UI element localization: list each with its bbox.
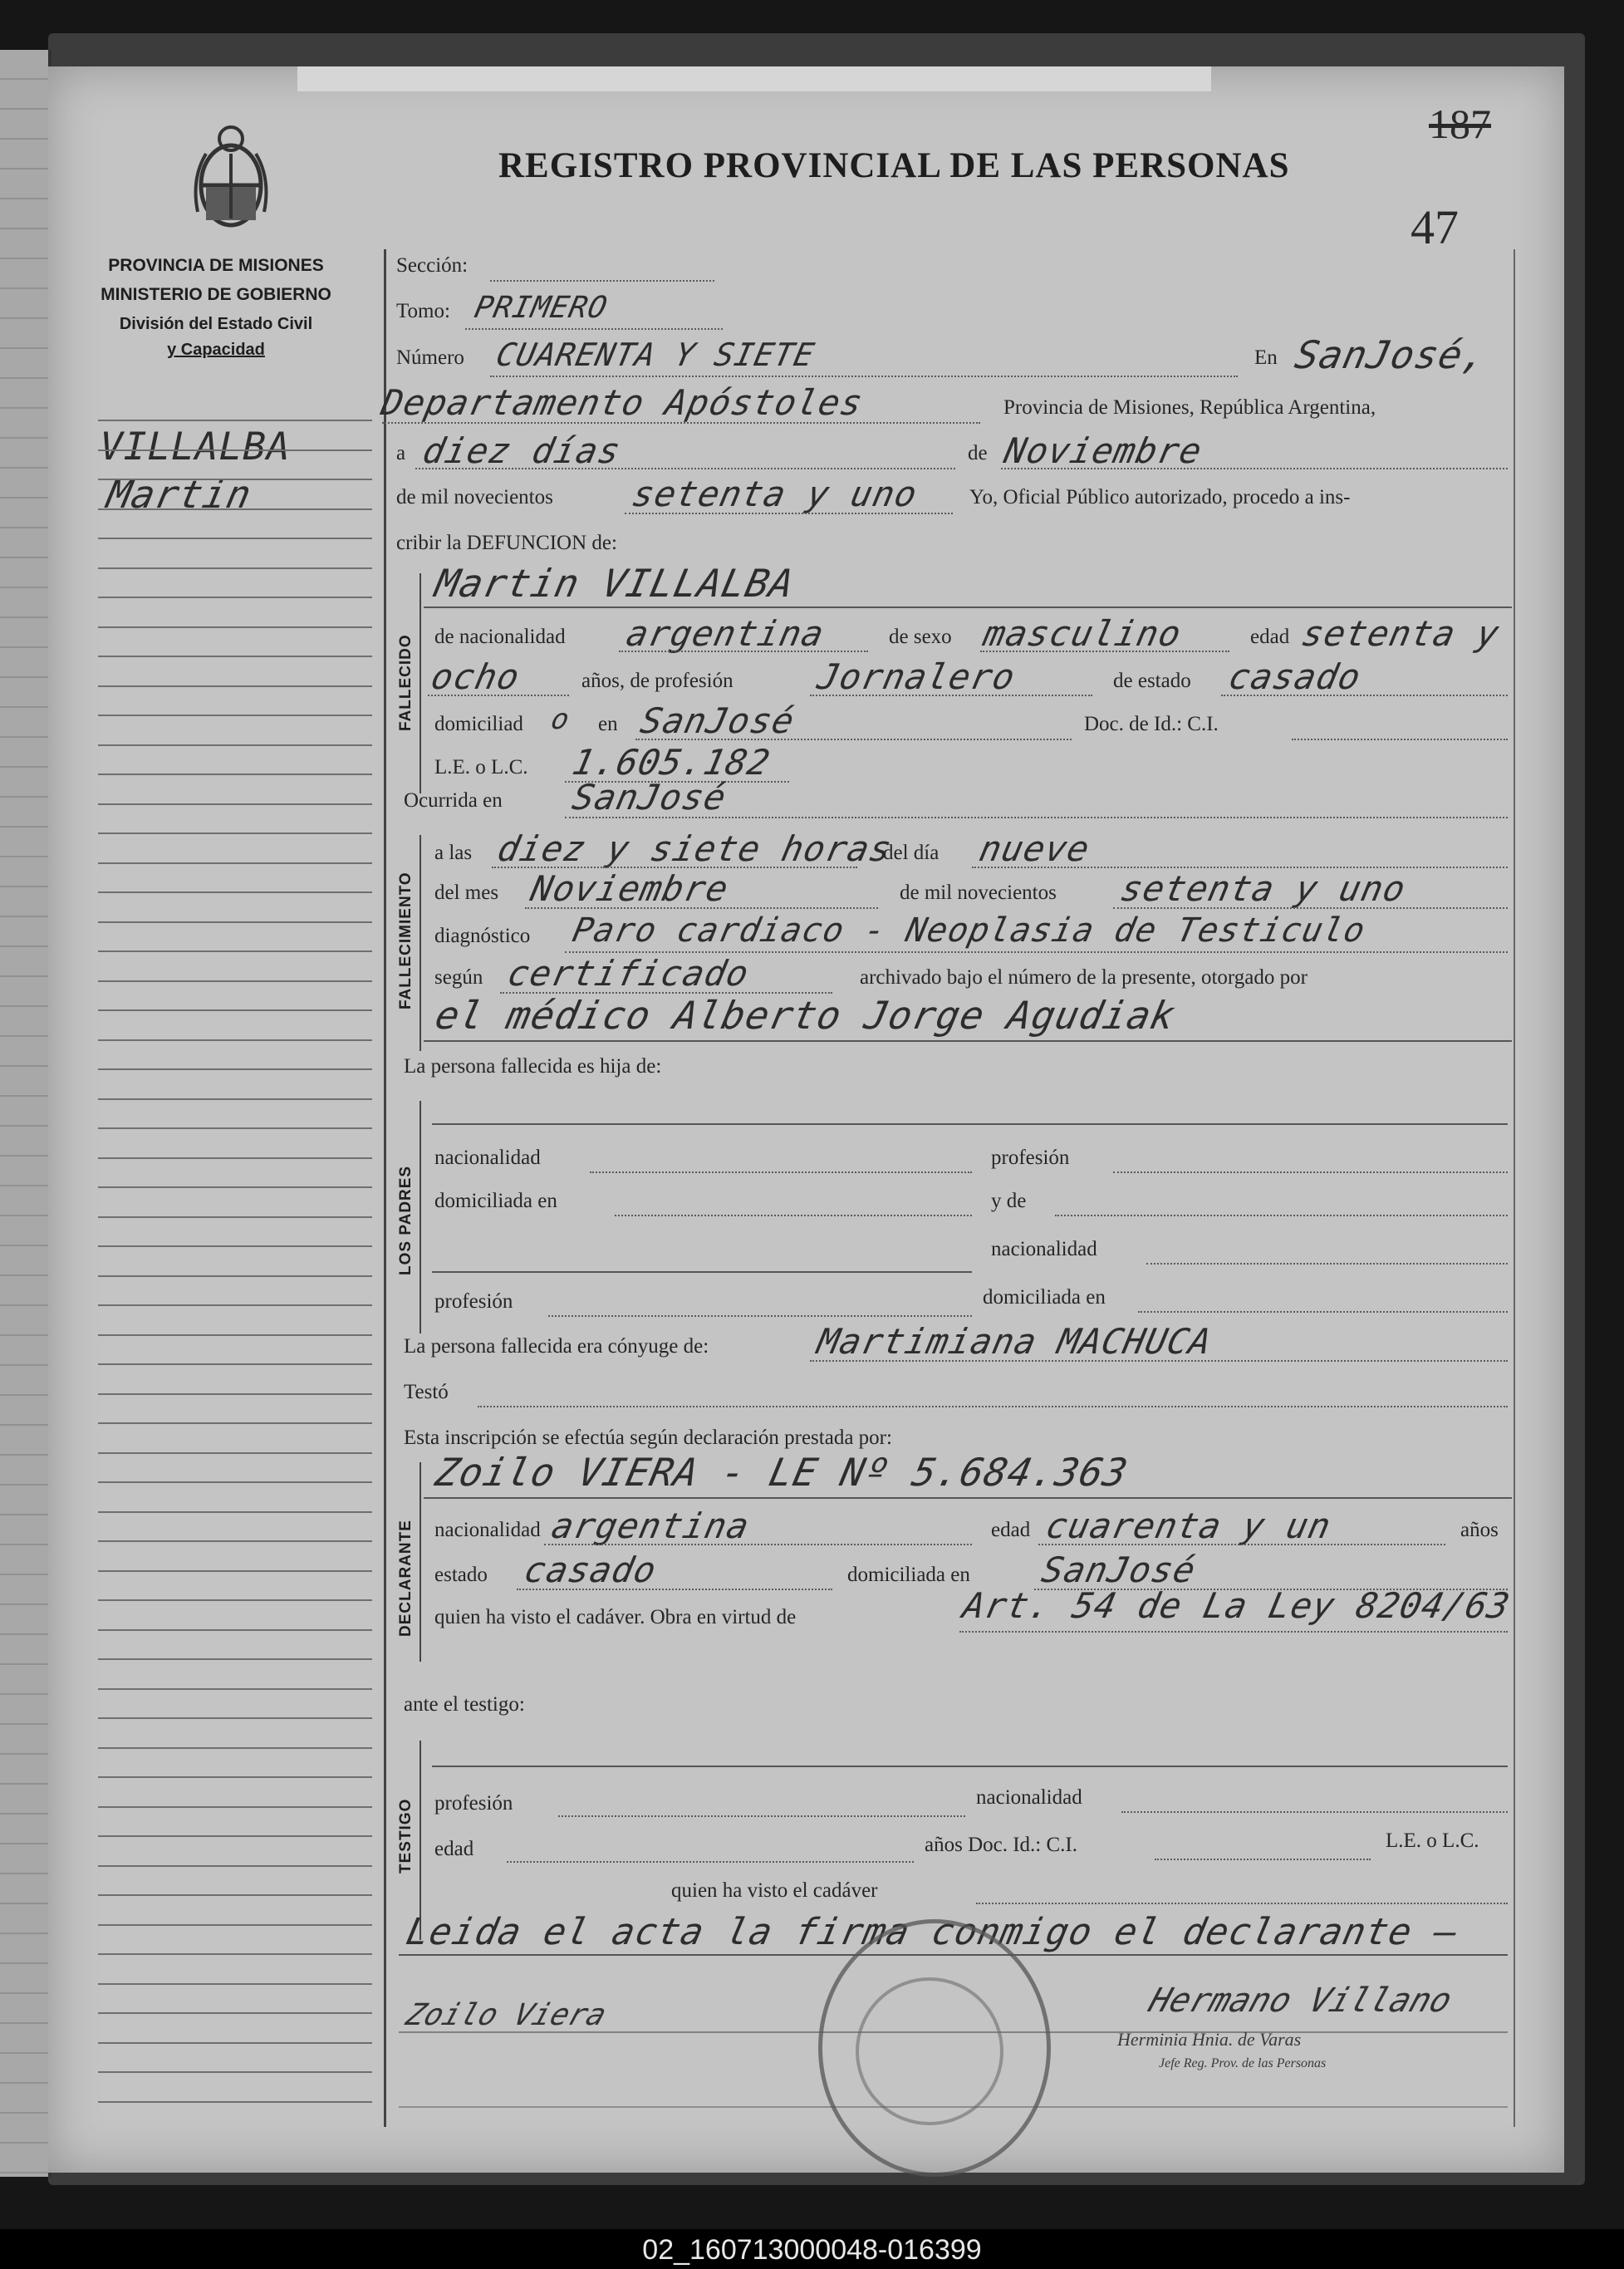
- declarante-virtud-value: Art. 54 de La Ley 8204/63: [959, 1585, 1514, 1626]
- diagnostico-label: diagnóstico: [434, 925, 531, 947]
- margin-rule: [98, 1422, 372, 1424]
- a-las-label: a las: [434, 842, 473, 864]
- margin-rule: [98, 803, 372, 805]
- anios-profesion-label: años, de profesión: [581, 670, 733, 692]
- margin-rule: [98, 1481, 372, 1483]
- margin-rule: [98, 1953, 372, 1955]
- mes-fallecimiento-line: [525, 907, 878, 909]
- margin-rule: [98, 1776, 372, 1778]
- margin-rule: [98, 538, 372, 539]
- margin-rule: [98, 891, 372, 893]
- testigo-nombre-line: [432, 1766, 1508, 1767]
- margin-given-name: Martin: [103, 472, 256, 517]
- margin-rule: [98, 744, 372, 746]
- leida-text: Leida el acta la firma conmigo el declarante —: [402, 1911, 1462, 1953]
- padre-domiciliada-line: [615, 1215, 972, 1216]
- madre-domiciliada-label: domiciliada en: [983, 1286, 1106, 1309]
- margin-surname: VILLALBA: [95, 424, 296, 469]
- testigo-le-lc-label: L.E. o L.C.: [1386, 1829, 1479, 1852]
- madre-profesion-line: [548, 1315, 972, 1317]
- ante-testigo-label: ante el testigo:: [404, 1693, 525, 1716]
- declarante-nacionalidad-value: argentina: [547, 1505, 753, 1546]
- margin-rule: [98, 1599, 372, 1601]
- page-top-strip: [297, 66, 1211, 91]
- numero-line: [490, 376, 1238, 377]
- margin-rule: [98, 2042, 372, 2044]
- segun-label: según: [434, 966, 483, 989]
- testigo-edad-line: [507, 1861, 914, 1863]
- testigo-anios-doc-label: años Doc. Id.: C.I.: [925, 1834, 1077, 1856]
- margin-rule: [98, 1216, 372, 1218]
- tomo-value: PRIMERO: [471, 291, 611, 325]
- domicilio-line: [635, 739, 1072, 740]
- del-mes-label: del mes: [434, 882, 499, 904]
- declarante-estado-line: [517, 1589, 832, 1590]
- margin-rule: [98, 1186, 372, 1188]
- madre-nacionalidad-line: [1146, 1263, 1508, 1265]
- margin-rule: [98, 1717, 372, 1719]
- de-label: de: [968, 442, 988, 464]
- domiciliado-suffix: o: [547, 703, 573, 736]
- madre-nacionalidad-label: nacionalidad: [991, 1238, 1097, 1260]
- margin-rule: [98, 1835, 372, 1837]
- margin-rule: [98, 1039, 372, 1041]
- margin-rule: [98, 980, 372, 982]
- margin-rule: [98, 1334, 372, 1336]
- documento-value: 1.605.182: [568, 742, 774, 783]
- declarante-edad-label: edad: [991, 1519, 1031, 1541]
- testigo-visto-label: quien ha visto el cadáver: [671, 1879, 878, 1902]
- sexo-line: [980, 651, 1229, 652]
- declarante-bracket: [419, 1462, 421, 1662]
- margin-rule: [98, 774, 372, 775]
- domiciliado-en-label: en: [598, 713, 618, 735]
- mes-line: [1001, 468, 1508, 469]
- testo-line: [478, 1406, 1508, 1407]
- margin-rule: [98, 420, 372, 421]
- main-column-divider: [384, 249, 386, 2127]
- conyuge-label: La persona fallecida era cónyuge de:: [404, 1335, 709, 1358]
- margin-rule: [98, 1363, 372, 1365]
- le-lc-label: L.E. o L.C.: [434, 756, 528, 778]
- seal-inner-ring: [856, 1977, 1003, 2125]
- image-id-label: 02_160713000048-016399: [642, 2234, 982, 2266]
- madre-profesion-label: profesión: [434, 1290, 513, 1313]
- estado-line: [1221, 695, 1508, 696]
- margin-rule: [98, 921, 372, 923]
- hora-value: diez y siete horas: [493, 828, 896, 869]
- provincia-text: Provincia de Misiones, República Argentina,: [1003, 396, 1376, 419]
- margin-rule: [98, 685, 372, 687]
- margin-rule: [98, 1865, 372, 1867]
- conyuge-value: Martimiana MACHUCA: [813, 1321, 1216, 1362]
- edad-value-1: setenta y: [1298, 613, 1504, 654]
- page-number: 47: [1411, 200, 1459, 254]
- margin-rule: [98, 1983, 372, 1985]
- margin-rule: [98, 479, 372, 480]
- declarante-estado-value: casado: [520, 1550, 660, 1590]
- division-label-1: División del Estado Civil: [119, 315, 313, 333]
- testigo-bracket: [419, 1741, 421, 1940]
- padre-nacionalidad-label: nacionalidad: [434, 1147, 541, 1169]
- margin-rule: [98, 449, 372, 451]
- seccion-line: [490, 280, 714, 282]
- margin-rule: [98, 862, 372, 864]
- anio-fallecimiento-line: [1113, 907, 1508, 909]
- declarante-domicilio-value: SanJosé: [1038, 1550, 1200, 1590]
- lugar-value: SanJosé,: [1291, 332, 1492, 377]
- departamento-value: Departamento Apóstoles: [377, 382, 867, 423]
- testigo-profesion-line: [558, 1815, 965, 1817]
- margin-rule: [98, 1806, 372, 1808]
- anio-value: setenta y uno: [628, 474, 921, 514]
- inscribir-text: cribir la DEFUNCION de:: [396, 532, 617, 554]
- sexo-label: de sexo: [889, 626, 952, 648]
- margin-rule: [98, 1894, 372, 1896]
- declarante-anios-label: años: [1460, 1519, 1499, 1541]
- fallecido-bracket: [419, 573, 421, 793]
- oficial-signature: Hermano Villano: [1144, 1982, 1457, 2020]
- margin-rule: [98, 1068, 372, 1070]
- departamento-line: [382, 422, 980, 424]
- fallecido-nombre-line: [424, 607, 1512, 608]
- domicilio-value: SanJosé: [636, 700, 799, 741]
- mil-novecientos-label: de mil novecientos: [396, 486, 553, 508]
- en-label: En: [1254, 346, 1278, 369]
- doc-id-line: [1292, 739, 1508, 740]
- testo-label: Testó: [404, 1381, 449, 1403]
- margin-rule: [98, 656, 372, 657]
- margin-rule: [98, 1275, 372, 1277]
- declarante-signature: Zoilo Viera: [401, 1998, 611, 2032]
- margin-rule: [98, 1098, 372, 1100]
- declarante-domiciliada-label: domiciliada en: [847, 1564, 970, 1586]
- domiciliado-label: domiciliad: [434, 713, 523, 735]
- dia-fallecimiento-value: nueve: [975, 828, 1094, 869]
- province-label: PROVINCIA DE MISIONES: [108, 256, 324, 275]
- oficial-text: Yo, Oficial Público autorizado, procedo a ins-: [969, 486, 1351, 508]
- mes-fallecimiento-value: Noviembre: [527, 868, 733, 909]
- padres-section-label: LOS PADRES: [397, 1165, 415, 1275]
- margin-rule: [98, 1304, 372, 1306]
- margin-rule: [98, 597, 372, 598]
- declarante-nombre: Zoilo VIERA - LE Nº 5.684.363: [431, 1450, 1132, 1495]
- estado-value: casado: [1224, 656, 1365, 697]
- oficial-nombre: Herminia Hnia. de Varas: [1117, 2029, 1302, 2050]
- oficial-cargo: Jefe Reg. Prov. de las Personas: [1159, 2056, 1327, 2070]
- testigo-edad-label: edad: [434, 1838, 474, 1860]
- division-label-2: y Capacidad: [167, 341, 265, 359]
- tomo-label: Tomo:: [396, 300, 450, 322]
- margin-rule: [98, 832, 372, 834]
- hija-de-label: La persona fallecida es hija de:: [404, 1055, 662, 1078]
- testigo-doc-line: [1155, 1859, 1371, 1860]
- tomo-line: [465, 328, 723, 330]
- margin-rule: [98, 626, 372, 628]
- margin-rule: [98, 2012, 372, 2014]
- segun-value: certificado: [503, 953, 753, 994]
- doc-id-label: Doc. de Id.: C.I.: [1084, 713, 1219, 735]
- document-title: REGISTRO PROVINCIAL DE LAS PERSONAS: [498, 146, 1290, 185]
- declarante-edad-line: [1038, 1544, 1445, 1545]
- declarante-estado-label: estado: [434, 1564, 488, 1586]
- testigo-nacionalidad-line: [1121, 1811, 1508, 1813]
- fallecido-section-label: FALLECIDO: [397, 634, 415, 731]
- margin-rule: [98, 1658, 372, 1660]
- ocurrida-value: SanJosé: [568, 777, 731, 818]
- dia-value: diez días: [419, 430, 625, 471]
- right-border: [1514, 249, 1515, 2127]
- edad-value-2: ocho: [427, 656, 524, 697]
- testigo-visto-line: [976, 1903, 1508, 1904]
- numero-value: CUARENTA Y SIETE: [493, 336, 818, 373]
- medico-value: el médico Alberto Jorge Agudiak: [431, 993, 1180, 1038]
- padre-profesion-line: [1113, 1171, 1508, 1173]
- margin-rule: [98, 1393, 372, 1395]
- padre-domiciliada-label: domiciliada en: [434, 1190, 557, 1212]
- declarante-section-label: DECLARANTE: [397, 1520, 415, 1637]
- nacionalidad-label: de nacionalidad: [434, 626, 566, 648]
- declarante-virtud-line: [959, 1631, 1508, 1633]
- margin-rule: [98, 1688, 372, 1690]
- profesion-value: Jornalero: [813, 656, 1019, 697]
- ministry-label: MINISTERIO DE GOBIERNO: [101, 285, 331, 304]
- padre-extra-line: [432, 1271, 972, 1273]
- declarante-edad-value: cuarenta y un: [1042, 1505, 1335, 1546]
- margin-rule: [98, 1511, 372, 1513]
- medico-line: [424, 1040, 1512, 1042]
- nacionalidad-value: argentina: [622, 613, 828, 654]
- a-label: a: [396, 442, 406, 464]
- ocurrida-label: Ocurrida en: [404, 789, 503, 812]
- margin-rule: [98, 1452, 372, 1454]
- archivado-text: archivado bajo el número de la presente, otorgado por: [860, 966, 1308, 989]
- margin-rule: [98, 567, 372, 569]
- anio-line: [625, 513, 953, 514]
- declarante-visto-label: quien ha visto el cadáver. Obra en virtud de: [434, 1606, 797, 1628]
- edad-label: edad: [1250, 626, 1290, 648]
- madre-nombre-line: [1055, 1215, 1508, 1216]
- margin-rule: [98, 1540, 372, 1542]
- fallecimiento-bracket: [419, 835, 421, 1051]
- padre-nombre-line: [432, 1123, 1508, 1125]
- seccion-label: Sección:: [396, 254, 469, 277]
- madre-domiciliada-line: [1138, 1311, 1508, 1313]
- numero-label: Número: [396, 346, 464, 369]
- margin-rule: [98, 508, 372, 510]
- margin-rule: [98, 1157, 372, 1159]
- edad-line: [428, 695, 569, 696]
- margin-rule: [98, 950, 372, 952]
- margin-rule: [98, 1629, 372, 1631]
- anio-fallecimiento-value: setenta y uno: [1116, 868, 1410, 909]
- margin-rule: [98, 715, 372, 716]
- nacionalidad-line: [619, 651, 868, 652]
- margin-rule: [98, 1747, 372, 1749]
- testigo-profesion-label: profesión: [434, 1792, 513, 1815]
- declarante-nacionalidad-line: [544, 1544, 972, 1545]
- del-dia-label: del día: [883, 842, 940, 864]
- margin-rule: [98, 2101, 372, 2103]
- margin-rule: [98, 1570, 372, 1572]
- conyuge-line: [810, 1360, 1508, 1362]
- page-number-struck: 187: [1429, 101, 1491, 147]
- declarante-nacionalidad-label: nacionalidad: [434, 1519, 541, 1541]
- previous-page-edge: [0, 50, 52, 2177]
- margin-rule: [98, 1245, 372, 1247]
- y-de-label: y de: [991, 1190, 1027, 1212]
- margin-rule: [98, 1127, 372, 1129]
- estado-label: de estado: [1113, 670, 1191, 692]
- ocurrida-line: [565, 817, 1508, 818]
- padre-nacionalidad-line: [590, 1171, 972, 1173]
- padres-bracket: [419, 1101, 421, 1333]
- testigo-section-label: TESTIGO: [397, 1798, 415, 1874]
- declaracion-intro: Esta inscripción se efectúa según declaración prestada por:: [404, 1427, 892, 1449]
- margin-rule: [98, 1924, 372, 1926]
- mil-novecientos-2-label: de mil novecientos: [900, 882, 1057, 904]
- margin-rule: [98, 1009, 372, 1011]
- profesion-line: [810, 695, 1092, 696]
- testigo-nacionalidad-label: nacionalidad: [976, 1786, 1082, 1809]
- declarante-nombre-line: [424, 1497, 1512, 1499]
- dia-line: [415, 468, 955, 469]
- argentina-coat-of-arms-icon: [189, 120, 272, 237]
- padre-profesion-label: profesión: [991, 1147, 1070, 1169]
- fallecimiento-section-label: FALLECIMIENTO: [397, 872, 415, 1009]
- sexo-value: masculino: [979, 613, 1185, 654]
- margin-rule: [98, 2071, 372, 2073]
- fallecido-nombre: Martin VILLALBA: [431, 561, 799, 606]
- diagnostico-value: Paro cardiaco - Neoplasia de Testiculo: [569, 911, 1370, 950]
- mes-value: Noviembre: [1000, 430, 1206, 471]
